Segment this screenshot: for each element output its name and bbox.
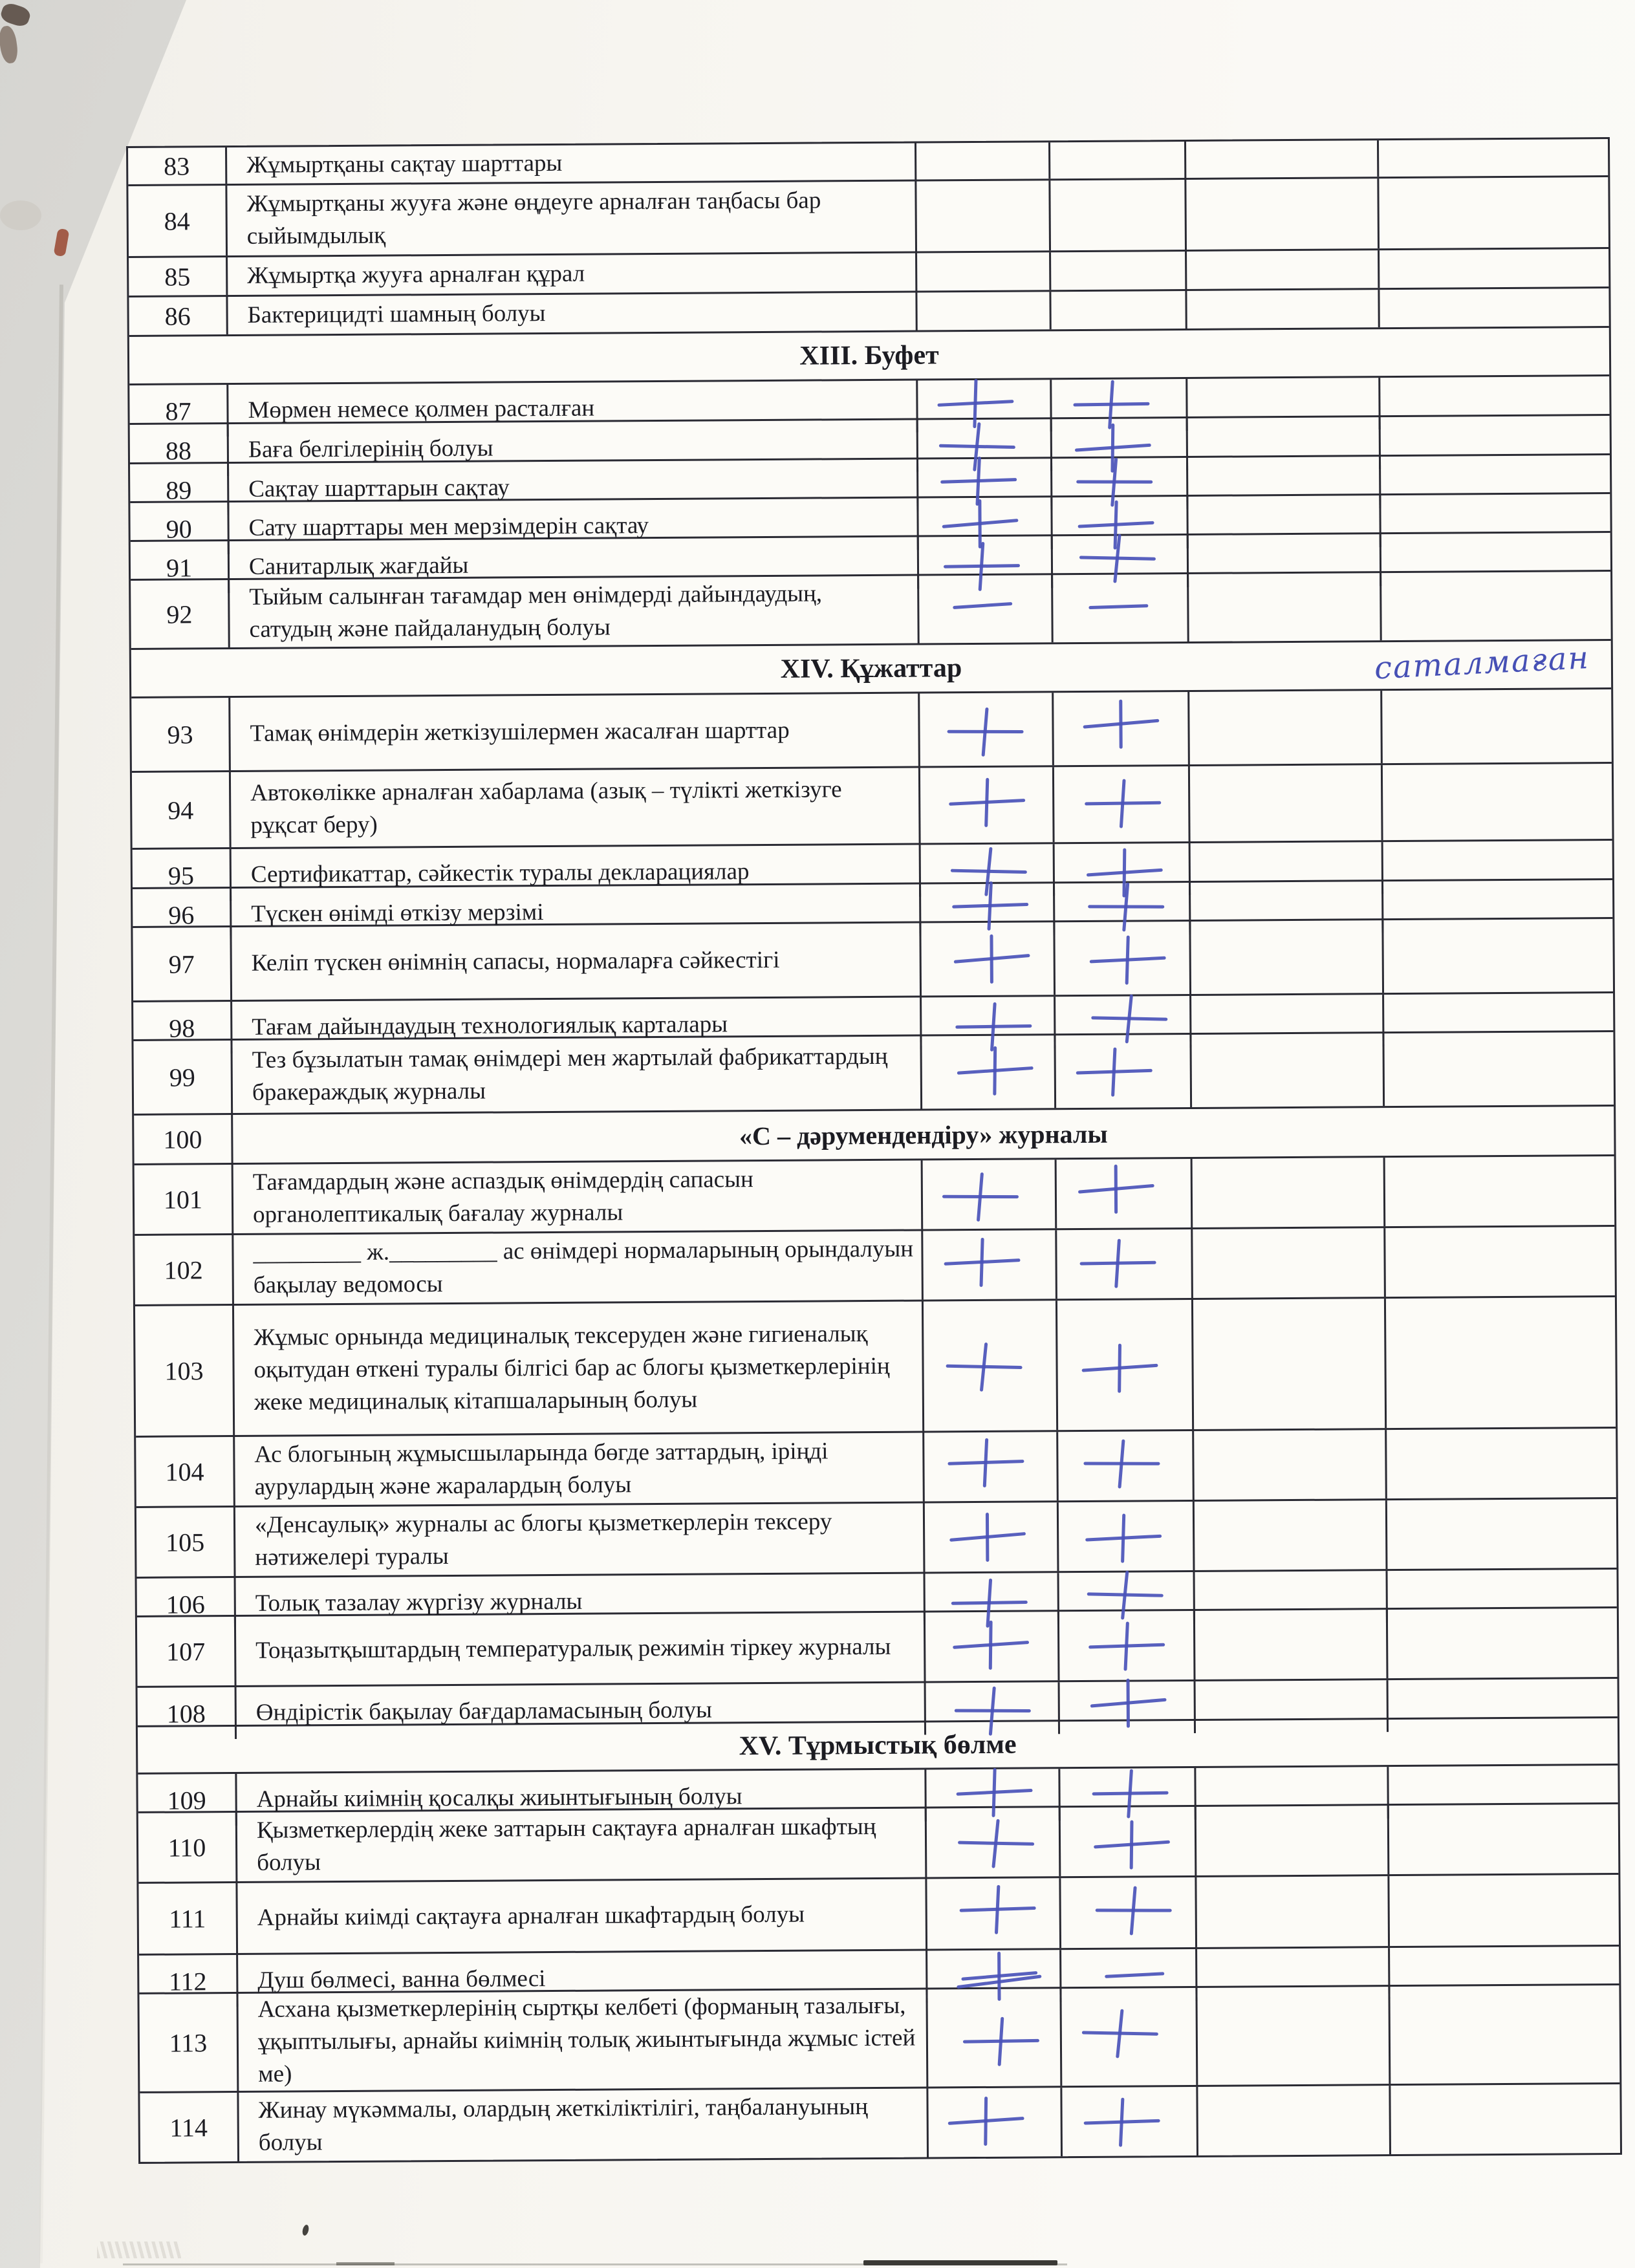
row-description: «Денсаулық» журналы ас блогы қызметкерлерін тексеру нәтижелері туралы bbox=[233, 1504, 924, 1577]
table-row bbox=[132, 762, 1612, 848]
table-row bbox=[135, 1225, 1615, 1304]
row-number: 111 bbox=[169, 1903, 206, 1934]
plus-mark bbox=[948, 775, 1027, 829]
row-description: Толық тазалау жүргізу журналы bbox=[234, 1574, 924, 1630]
check-cell-1 bbox=[922, 1432, 1057, 1501]
row-description: Жұмыс орнында медициналық тексеруден және гигиеналық оқытудан өткені туралы білгісі бар ас блогы қызметкерлерінің жеке медициналық кітапшаларының болуы bbox=[232, 1302, 922, 1436]
row-description: Тез бұзылатын тамақ өнімдері мен жартылай фабрикаттардың бракераждық журналы bbox=[230, 1037, 920, 1114]
row-description: Келіп түскен өнімнің сапасы, нормаларға сәйкестігі bbox=[230, 923, 920, 1000]
row-description: Арнайы киімнің қосалқы жиынтығының болуы bbox=[235, 1770, 924, 1826]
row-description: Сақтау шарттарын сақтау bbox=[227, 460, 916, 516]
check-cell-1 bbox=[926, 1989, 1060, 2086]
scan-faint-scribble bbox=[97, 2241, 181, 2258]
check-cell-2 bbox=[1057, 1611, 1194, 1680]
plus-mark bbox=[1080, 1341, 1160, 1396]
empty-cell bbox=[1189, 920, 1382, 994]
row-number: 88 bbox=[165, 435, 192, 466]
check-cell-1 bbox=[915, 142, 1048, 179]
row-description: _________ ж._________ ас өнімдері нормаларының орындалуын бақылау ведомосы bbox=[232, 1231, 922, 1304]
row-description: Өндірістік бақылау бағдарламасының болуы bbox=[235, 1683, 924, 1740]
table-row bbox=[137, 1606, 1618, 1686]
row-number: 107 bbox=[166, 1636, 206, 1667]
row-description: Мөрмен немесе қолмен расталған bbox=[226, 381, 916, 437]
table-row bbox=[139, 1983, 1619, 2091]
check-cell-2 bbox=[1055, 1159, 1191, 1228]
plus-mark bbox=[947, 1437, 1025, 1489]
notes-cell bbox=[1381, 919, 1613, 993]
check-cell-2 bbox=[1056, 1300, 1192, 1430]
row-number: 100 bbox=[163, 1124, 202, 1154]
scan-speck bbox=[301, 2224, 310, 2236]
check-cell-2 bbox=[1048, 142, 1184, 178]
empty-cell bbox=[1196, 2086, 1389, 2155]
plus-mark bbox=[946, 705, 1025, 759]
notes-cell bbox=[1385, 1429, 1616, 1498]
check-cell-1 bbox=[918, 767, 1053, 843]
notes-cell bbox=[1373, 572, 1611, 687]
row-number: 86 bbox=[164, 301, 191, 331]
notes-cell bbox=[1389, 2084, 1620, 2154]
table-row bbox=[140, 2082, 1620, 2162]
notes-cell bbox=[1383, 1227, 1615, 1297]
row-description: Тағам дайындаудың технологиялық карталары bbox=[230, 998, 920, 1054]
row-number: 105 bbox=[166, 1527, 205, 1557]
row-number: 106 bbox=[166, 1589, 205, 1619]
row-number: 102 bbox=[164, 1255, 203, 1285]
row-number: 98 bbox=[169, 1013, 195, 1043]
empty-cell bbox=[1191, 1228, 1384, 1298]
notes-cell bbox=[1377, 139, 1608, 177]
plus-mark bbox=[957, 1816, 1037, 1871]
check-cell-2 bbox=[1048, 180, 1185, 250]
check-cell-1 bbox=[925, 1808, 1059, 1877]
notes-cell bbox=[1380, 689, 1612, 763]
check-cell-2 bbox=[1058, 1681, 1194, 1734]
notes-cell bbox=[1385, 1499, 1617, 1569]
empty-cell bbox=[1195, 1987, 1389, 2085]
row-number: 99 bbox=[169, 1062, 195, 1092]
row-number: 109 bbox=[167, 1785, 206, 1815]
row-description: Асхана қызметкерлерінің сыртқы келбеті (форманың тазалығы, ұқыптылығы, арнайы киімнің толық жиынтығында жұмыс істей ме) bbox=[236, 1990, 926, 2091]
plus-mark bbox=[1088, 1620, 1165, 1672]
check-cell-1 bbox=[915, 292, 1049, 330]
plus-mark bbox=[1076, 1046, 1153, 1098]
row-number: 112 bbox=[168, 1966, 207, 1996]
empty-cell bbox=[1191, 1158, 1384, 1227]
row-number: 83 bbox=[164, 151, 190, 181]
row-number: 94 bbox=[168, 795, 194, 825]
merged-section-title: «С – дәрумендендіру» журналы bbox=[231, 1107, 1614, 1163]
empty-cell bbox=[1189, 1033, 1383, 1107]
table-row bbox=[133, 917, 1613, 1000]
row-description: Түскен өнімді өткізу мерзімі bbox=[230, 885, 919, 941]
plus-mark bbox=[947, 2094, 1026, 2149]
row-description: Қызметкерлердің жеке заттарын сақтауға арналған шкафтың болуы bbox=[235, 1809, 926, 1882]
empty-cell bbox=[1187, 691, 1381, 764]
row-description: Тоңазытқыштардың температуралық режимін тіркеу журналы bbox=[234, 1613, 924, 1686]
plus-mark bbox=[962, 2015, 1041, 2068]
row-description: Жұмыртқаны сақтау шарттары bbox=[225, 144, 915, 184]
check-cell-2 bbox=[1059, 1988, 1196, 2086]
notes-cell bbox=[1382, 1032, 1614, 1106]
plus-mark bbox=[1083, 1437, 1162, 1491]
empty-cell bbox=[1185, 250, 1378, 289]
row-description: Тамақ өнімдерін жеткізушілермен жасалған шарттар bbox=[228, 694, 918, 771]
check-cell-1 bbox=[925, 1878, 1059, 1949]
row-description: Жұмыртқа жууға арналған құрал bbox=[226, 254, 915, 296]
check-cell-1 bbox=[924, 1612, 1058, 1681]
check-cell-1 bbox=[926, 2088, 1061, 2157]
table-row bbox=[129, 374, 1609, 426]
table-row bbox=[138, 1802, 1619, 1882]
row-description: Санитарлық жағдайы bbox=[228, 537, 917, 594]
plus-mark bbox=[1094, 1884, 1173, 1938]
empty-cell bbox=[1195, 1806, 1388, 1875]
plus-mark bbox=[952, 1617, 1032, 1672]
check-cell-1 bbox=[923, 1502, 1057, 1571]
check-cell-1 bbox=[917, 575, 1052, 643]
plus-mark bbox=[956, 1043, 1035, 1098]
row-number: 113 bbox=[169, 2027, 208, 2058]
notes-cell bbox=[1378, 288, 1608, 327]
plus-mark bbox=[1092, 1817, 1172, 1872]
empty-cell bbox=[1195, 1876, 1388, 1947]
notes-cell bbox=[1381, 764, 1612, 840]
table-row bbox=[128, 175, 1608, 256]
plus-mark bbox=[1081, 2006, 1161, 2061]
row-number: 103 bbox=[164, 1355, 204, 1386]
row-number: 92 bbox=[166, 599, 193, 629]
row-description: Баға белгілерінің болуы bbox=[227, 420, 916, 477]
row-number: 95 bbox=[168, 860, 195, 891]
handwritten-note: саталмаған bbox=[1373, 639, 1591, 687]
check-cell-1 bbox=[915, 252, 1049, 290]
row-number: 89 bbox=[166, 475, 192, 505]
section-header-row bbox=[129, 326, 1609, 383]
empty-cell bbox=[1193, 1500, 1386, 1570]
check-cell-2 bbox=[1057, 1502, 1193, 1571]
check-cell-2 bbox=[1053, 922, 1189, 995]
check-cell-1 bbox=[920, 1035, 1054, 1108]
check-cell-2 bbox=[1052, 692, 1188, 765]
row-description: Тыйым салынған тағамдар мен өнімдерді дайындаудың, сатудың және пайдаланудың болуы bbox=[228, 576, 918, 648]
empty-cell bbox=[1193, 1610, 1387, 1679]
check-cell-2 bbox=[1055, 1229, 1191, 1299]
check-cell-2 bbox=[1059, 1807, 1195, 1876]
plus-mark bbox=[942, 1170, 1021, 1224]
section-title: XV. Тұрмыстық бөлме bbox=[739, 1729, 1017, 1762]
row-description: Бактерицидті шамның болуы bbox=[226, 293, 915, 335]
empty-cell bbox=[1187, 573, 1380, 642]
check-cell-1 bbox=[919, 922, 1054, 995]
notes-cell bbox=[1386, 1608, 1618, 1678]
plus-mark bbox=[945, 1339, 1025, 1394]
notes-cell bbox=[1377, 177, 1608, 248]
notes-cell bbox=[1378, 249, 1608, 288]
plus-mark bbox=[1079, 1237, 1158, 1290]
minus-mark bbox=[1081, 583, 1158, 635]
table-row bbox=[136, 1497, 1617, 1577]
table-row bbox=[138, 1873, 1619, 1954]
empty-cell bbox=[1192, 1430, 1385, 1500]
plus-mark bbox=[1088, 1675, 1169, 1731]
plus-mark bbox=[1081, 696, 1162, 752]
merged-title-row bbox=[134, 1105, 1614, 1163]
section-title: XIII. Буфет bbox=[799, 340, 939, 371]
table-row bbox=[131, 687, 1612, 771]
check-cell-2 bbox=[1052, 766, 1189, 842]
check-cell-2 bbox=[1054, 1035, 1190, 1108]
row-description: Автокөлікке арналған хабарлама (азық – түлікті жеткізуге рұқсат беру) bbox=[229, 768, 919, 848]
notes-cell bbox=[1388, 1985, 1619, 2084]
table-row bbox=[133, 1030, 1614, 1114]
plus-mark bbox=[954, 1684, 1033, 1738]
table-row bbox=[136, 1427, 1616, 1506]
row-number: 91 bbox=[166, 552, 193, 583]
row-number: 90 bbox=[166, 513, 192, 544]
check-cell-2 bbox=[1060, 2087, 1196, 2156]
row-description: Арнайы киімді сақтауға арналған шкафтардың болуы bbox=[235, 1879, 926, 1954]
table-row bbox=[135, 1154, 1615, 1234]
plus-mark bbox=[1083, 2096, 1161, 2148]
check-cell-2 bbox=[1056, 1431, 1193, 1500]
empty-cell bbox=[1184, 178, 1378, 250]
plus-mark bbox=[1088, 933, 1167, 987]
notes-cell bbox=[1387, 1679, 1618, 1732]
plus-mark bbox=[948, 1509, 1028, 1565]
plus-mark bbox=[944, 1236, 1023, 1290]
check-cell-1 bbox=[918, 693, 1052, 766]
check-cell-2 bbox=[1049, 291, 1185, 329]
section-title: XIV. Құжаттар bbox=[780, 653, 962, 684]
row-number: 108 bbox=[166, 1698, 206, 1729]
check-cell-1 bbox=[921, 1160, 1056, 1229]
row-description: Ас блогының жұмысшыларында бөгде заттардың, іріңді аурулардың және жаралардың болуы bbox=[233, 1433, 923, 1506]
row-number: 97 bbox=[168, 949, 195, 979]
empty-cell bbox=[1191, 1299, 1385, 1429]
scan-smudge bbox=[0, 200, 41, 230]
empty-cell bbox=[1194, 1680, 1387, 1733]
check-cell-2 bbox=[1049, 252, 1185, 290]
check-cell-1 bbox=[915, 180, 1049, 251]
row-description: Жинау мүкәммалы, олардың жеткіліктілігі, таңбалануының болуы bbox=[237, 2088, 927, 2161]
row-description: Тағамдардың және аспаздық өнімдердің сапасын органолептикалық бағалау журналы bbox=[232, 1161, 922, 1234]
empty-cell bbox=[1185, 290, 1378, 329]
table-row bbox=[138, 1764, 1618, 1815]
check-cell-1 bbox=[921, 1230, 1056, 1299]
table-row bbox=[135, 1295, 1616, 1436]
minus-mark bbox=[944, 580, 1024, 635]
notes-cell bbox=[1387, 1804, 1619, 1874]
row-number: 85 bbox=[164, 261, 191, 292]
check-cell-1 bbox=[922, 1301, 1056, 1431]
scan-bottom-edge bbox=[863, 2260, 1057, 2265]
row-number: 96 bbox=[168, 900, 195, 930]
row-description: Сату шарттары мен мерзімдерін сақтау bbox=[227, 499, 916, 555]
row-number: 110 bbox=[168, 1832, 206, 1863]
row-description: Душ бөлмесі, ванна бөлмесі bbox=[236, 1951, 926, 2007]
row-number: 87 bbox=[165, 396, 191, 426]
plus-mark bbox=[959, 1883, 1037, 1936]
row-number: 104 bbox=[165, 1456, 204, 1487]
plus-mark bbox=[1084, 777, 1162, 830]
row-description: Сертификаттар, сәйкестік туралы декларациялар bbox=[230, 845, 919, 902]
row-number: 84 bbox=[164, 206, 190, 236]
empty-cell bbox=[1184, 140, 1377, 178]
inspection-table bbox=[126, 137, 1622, 2164]
notes-cell bbox=[1387, 1875, 1619, 1946]
scan-bottom-edge bbox=[336, 2262, 395, 2265]
notes-cell bbox=[1383, 1156, 1615, 1226]
check-cell-2 bbox=[1051, 574, 1187, 642]
plus-mark bbox=[1076, 1161, 1156, 1217]
notes-cell bbox=[1384, 1297, 1616, 1428]
row-number: 114 bbox=[169, 2112, 208, 2143]
empty-cell bbox=[1188, 765, 1381, 841]
check-cell-1 bbox=[924, 1682, 1058, 1734]
row-number: 93 bbox=[167, 719, 193, 750]
row-number: 101 bbox=[163, 1184, 203, 1215]
row-description: Жұмыртқаны жууға және өңдеуге арналған таңбасы бар сыйымдылық bbox=[225, 182, 915, 256]
plus-mark bbox=[1085, 1511, 1164, 1565]
check-cell-2 bbox=[1059, 1877, 1195, 1948]
plus-mark bbox=[952, 931, 1032, 987]
